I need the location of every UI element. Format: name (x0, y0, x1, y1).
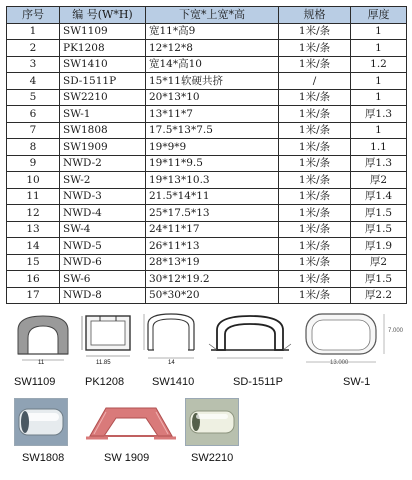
row-thickness-cell: 厚1.5 (351, 221, 407, 238)
sw1410-profile-drawing (140, 306, 202, 368)
row-dimensions-cell: 24*11*17 (146, 221, 279, 238)
row-thickness-cell: 厚2 (351, 172, 407, 189)
row-thickness-cell: 厚1.3 (351, 155, 407, 172)
caption-sw1410: SW1410 (152, 376, 195, 388)
row-spec-cell: 1米/条 (279, 56, 351, 73)
sw1109-profile-drawing (12, 310, 74, 366)
row-spec-cell: 1米/条 (279, 40, 351, 57)
sd1511p-profile-drawing (205, 308, 295, 364)
table-row (7, 89, 407, 106)
row-index-cell: 1 (7, 23, 60, 40)
row-spec-cell: 1米/条 (279, 205, 351, 222)
table-row (7, 106, 407, 123)
row-thickness-cell: 厚1.5 (351, 271, 407, 288)
table-row (7, 40, 407, 57)
row-thickness-cell: 厚1.3 (351, 106, 407, 123)
row-spec-cell: 1米/条 (279, 155, 351, 172)
row-dimensions-cell: 28*13*19 (146, 254, 279, 271)
row-spec-cell: 1米/条 (279, 89, 351, 106)
row-dimensions-cell: 21.5*14*11 (146, 188, 279, 205)
row-dimensions-cell: 19*9*9 (146, 139, 279, 156)
row-index-cell: 16 (7, 271, 60, 288)
sw1909-cross-section (84, 398, 178, 444)
caption-sw1909: SW 1909 (104, 452, 150, 464)
row-index-cell: 10 (7, 172, 60, 189)
row-code-cell: SW1808 (60, 122, 146, 139)
row-spec-cell: 1米/条 (279, 122, 351, 139)
table-row (7, 56, 407, 73)
spec-table (6, 6, 407, 304)
header-spec: 规格 (279, 7, 351, 24)
row-index-cell: 15 (7, 254, 60, 271)
row-code-cell: SW1109 (60, 23, 146, 40)
row-dimensions-cell: 17.5*13*7.5 (146, 122, 279, 139)
sw1-width-label: 13.000 (330, 360, 349, 366)
row-spec-cell: 1米/条 (279, 172, 351, 189)
row-code-cell: PK1208 (60, 40, 146, 57)
table-row (7, 73, 407, 90)
sw1-height-label: 7.000 (388, 328, 404, 334)
row-spec-cell: 1米/条 (279, 221, 351, 238)
row-code-cell: NWD-2 (60, 155, 146, 172)
row-dimensions-cell: 12*12*8 (146, 40, 279, 57)
row-thickness-cell: 1 (351, 40, 407, 57)
row-dimensions-cell: 19*13*10.3 (146, 172, 279, 189)
row-code-cell: NWD-6 (60, 254, 146, 271)
sw1410-dimension-label: 14 (168, 360, 175, 366)
row-code-cell: SW-1 (60, 106, 146, 123)
row-code-cell: SW-4 (60, 221, 146, 238)
header-index: 序号 (7, 7, 60, 24)
row-thickness-cell: 1.1 (351, 139, 407, 156)
table-row (7, 205, 407, 222)
row-dimensions-cell: 宽11*高9 (146, 23, 279, 40)
row-index-cell: 6 (7, 106, 60, 123)
row-spec-cell: 1米/条 (279, 23, 351, 40)
sw2210-photo (185, 398, 239, 446)
row-thickness-cell: 厚1.5 (351, 205, 407, 222)
row-thickness-cell: 1 (351, 23, 407, 40)
row-code-cell: NWD-4 (60, 205, 146, 222)
row-code-cell: SW-6 (60, 271, 146, 288)
pk1208-dimension-label: 11.85 (96, 360, 111, 366)
sw1808-photo (14, 398, 68, 446)
table-row (7, 254, 407, 271)
table-body (7, 23, 407, 304)
row-dimensions-cell: 20*13*10 (146, 89, 279, 106)
row-index-cell: 3 (7, 56, 60, 73)
row-index-cell: 8 (7, 139, 60, 156)
row-index-cell: 14 (7, 238, 60, 255)
row-code-cell: SW2210 (60, 89, 146, 106)
row-spec-cell: 1米/条 (279, 254, 351, 271)
row-spec-cell: 1米/条 (279, 139, 351, 156)
row-spec-cell: 1米/条 (279, 238, 351, 255)
table-row (7, 188, 407, 205)
table-row (7, 221, 407, 238)
row-code-cell: NWD-3 (60, 188, 146, 205)
table-row (7, 23, 407, 40)
row-dimensions-cell: 15*11软硬共挤 (146, 73, 279, 90)
caption-sw1808: SW1808 (22, 452, 65, 464)
row-index-cell: 2 (7, 40, 60, 57)
caption-sw2210: SW2210 (191, 452, 234, 464)
table-row (7, 238, 407, 255)
row-dimensions-cell: 宽14*高10 (146, 56, 279, 73)
row-spec-cell: 1米/条 (279, 271, 351, 288)
header-dimensions: 下宽*上宽*高 (146, 7, 279, 24)
row-dimensions-cell: 13*11*7 (146, 106, 279, 123)
table-row (7, 172, 407, 189)
caption-sw1109: SW1109 (14, 376, 56, 388)
row-index-cell: 4 (7, 73, 60, 90)
row-dimensions-cell: 30*12*19.2 (146, 271, 279, 288)
pk1208-profile-drawing (80, 308, 136, 366)
row-code-cell: SW1909 (60, 139, 146, 156)
row-dimensions-cell: 19*11*9.5 (146, 155, 279, 172)
row-code-cell: NWD-8 (60, 287, 146, 304)
row-spec-cell: 1米/条 (279, 287, 351, 304)
sw1109-dimension-label: 11 (38, 360, 45, 366)
caption-sw1: SW-1 (343, 376, 371, 388)
table-row (7, 139, 407, 156)
row-code-cell: NWD-5 (60, 238, 146, 255)
row-code-cell: SD-1511P (60, 73, 146, 90)
row-thickness-cell: 1 (351, 89, 407, 106)
sw1-profile-drawing (298, 306, 398, 368)
table-row (7, 122, 407, 139)
table-row (7, 155, 407, 172)
header-thickness: 厚度 (351, 7, 407, 24)
row-index-cell: 12 (7, 205, 60, 222)
row-index-cell: 7 (7, 122, 60, 139)
row-code-cell: SW-2 (60, 172, 146, 189)
row-thickness-cell: 厚2.2 (351, 287, 407, 304)
row-dimensions-cell: 50*30*20 (146, 287, 279, 304)
row-thickness-cell: 1 (351, 122, 407, 139)
row-index-cell: 5 (7, 89, 60, 106)
row-code-cell: SW1410 (60, 56, 146, 73)
caption-sd1511p: SD-1511P (233, 376, 283, 388)
table-row (7, 271, 407, 288)
caption-pk1208: PK1208 (85, 376, 125, 388)
row-dimensions-cell: 25*17.5*13 (146, 205, 279, 222)
row-index-cell: 13 (7, 221, 60, 238)
row-spec-cell: / (279, 73, 351, 90)
row-thickness-cell: 1 (351, 73, 407, 90)
row-spec-cell: 1米/条 (279, 106, 351, 123)
row-thickness-cell: 厚2 (351, 254, 407, 271)
row-index-cell: 11 (7, 188, 60, 205)
row-index-cell: 9 (7, 155, 60, 172)
row-spec-cell: 1米/条 (279, 188, 351, 205)
header-code: 编 号(W*H) (60, 7, 146, 24)
row-index-cell: 17 (7, 287, 60, 304)
table-header-row (7, 7, 407, 24)
row-thickness-cell: 1.2 (351, 56, 407, 73)
row-thickness-cell: 厚1.9 (351, 238, 407, 255)
row-dimensions-cell: 26*11*13 (146, 238, 279, 255)
row-thickness-cell: 厚1.4 (351, 188, 407, 205)
